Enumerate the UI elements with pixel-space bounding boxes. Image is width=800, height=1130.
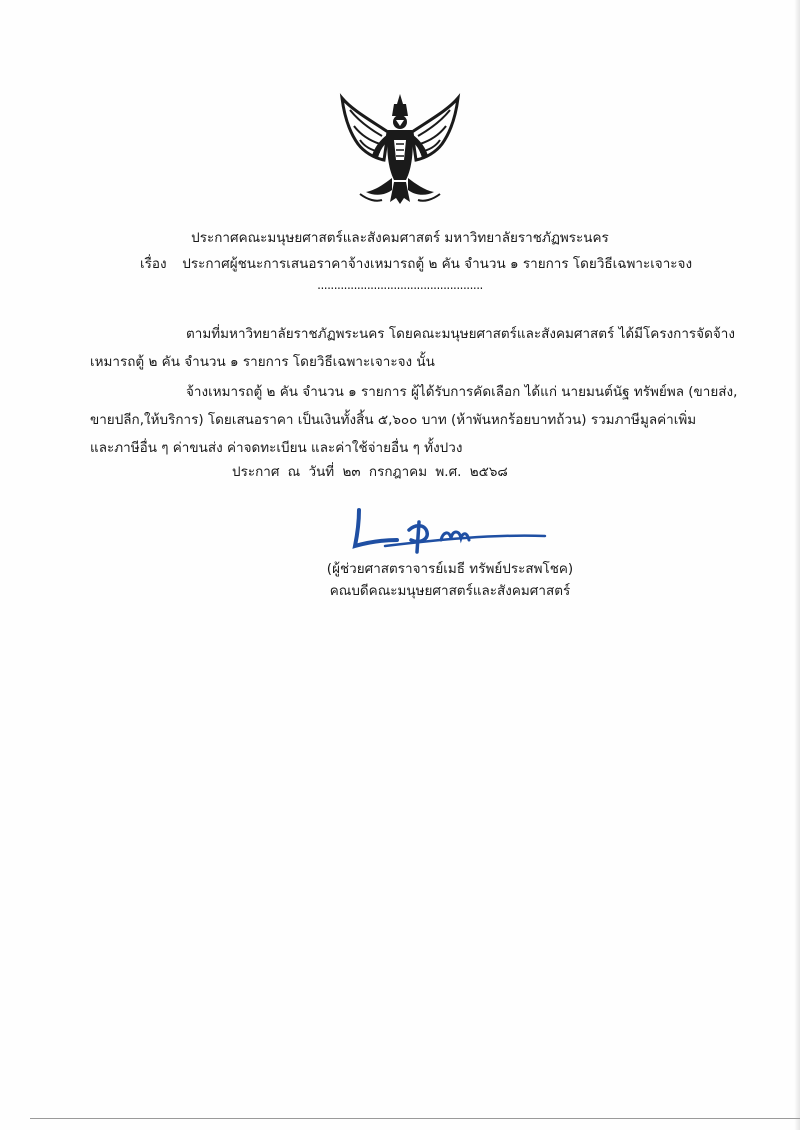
- garuda-emblem-icon: [330, 90, 470, 210]
- bottom-rule: [30, 1118, 800, 1119]
- paragraph-1-line: เหมารถตู้ ๒ คัน จำนวน ๑ รายการ โดยวิธีเฉพาะเจาะจง นั้น: [90, 354, 435, 370]
- subject-text: ประกาศผู้ชนะการเสนอราคาจ้างเหมารถตู้ ๒ คัน จำนวน ๑ รายการ โดยวิธีเฉพาะเจาะจง: [182, 256, 693, 272]
- handwritten-signature: [345, 500, 555, 560]
- paragraph-1: [90, 320, 735, 376]
- subject-line: [140, 254, 692, 274]
- announce-date-line: ประกาศ ณ วันที่ ๒๓ กรกฎาคม พ.ศ. ๒๕๖๘: [232, 464, 508, 480]
- paragraph-2: [90, 378, 738, 462]
- signer-title: คณบดีคณะมนุษยศาสตร์และสังคมศาสตร์: [329, 583, 571, 599]
- paragraph-2-line: และภาษีอื่น ๆ ค่าขนส่ง ค่าจดทะเบียน และค่าใช้จ่ายอื่น ๆ ทั้งปวง: [90, 440, 463, 456]
- paragraph-2-line: จ้างเหมารถตู้ ๒ คัน จำนวน ๑ รายการ ผู้ได้รับการคัดเลือก ได้แก่ นายมนต์นัฐ ทรัพย์พล (ขายส่ง,: [186, 384, 738, 400]
- signer-name: (ผู้ช่วยศาสตราจารย์เมธี ทรัพย์ประสพโชค): [326, 561, 574, 577]
- paragraph-1-line: ตามที่มหาวิทยาลัยราชภัฏพระนคร โดยคณะมนุษยศาสตร์และสังคมศาสตร์ ได้มีโครงการจัดจ้าง: [186, 326, 735, 342]
- announcement-title: ประกาศคณะมนุษยศาสตร์และสังคมศาสตร์ มหาวิทยาลัยราชภัฏพระนคร: [191, 230, 609, 246]
- paragraph-2-line: ขายปลีก,ให้บริการ) โดยเสนอราคา เป็นเงินทั้งสิ้น ๕,๖๐๐ บาท (ห้าพันหกร้อยบาทถ้วน) รวมภาษีมูลค่าเพิ่ม: [90, 412, 697, 428]
- signer-block: [0, 558, 800, 602]
- subject-label: เรื่อง: [140, 256, 167, 272]
- separator: ..................................................: [317, 278, 483, 292]
